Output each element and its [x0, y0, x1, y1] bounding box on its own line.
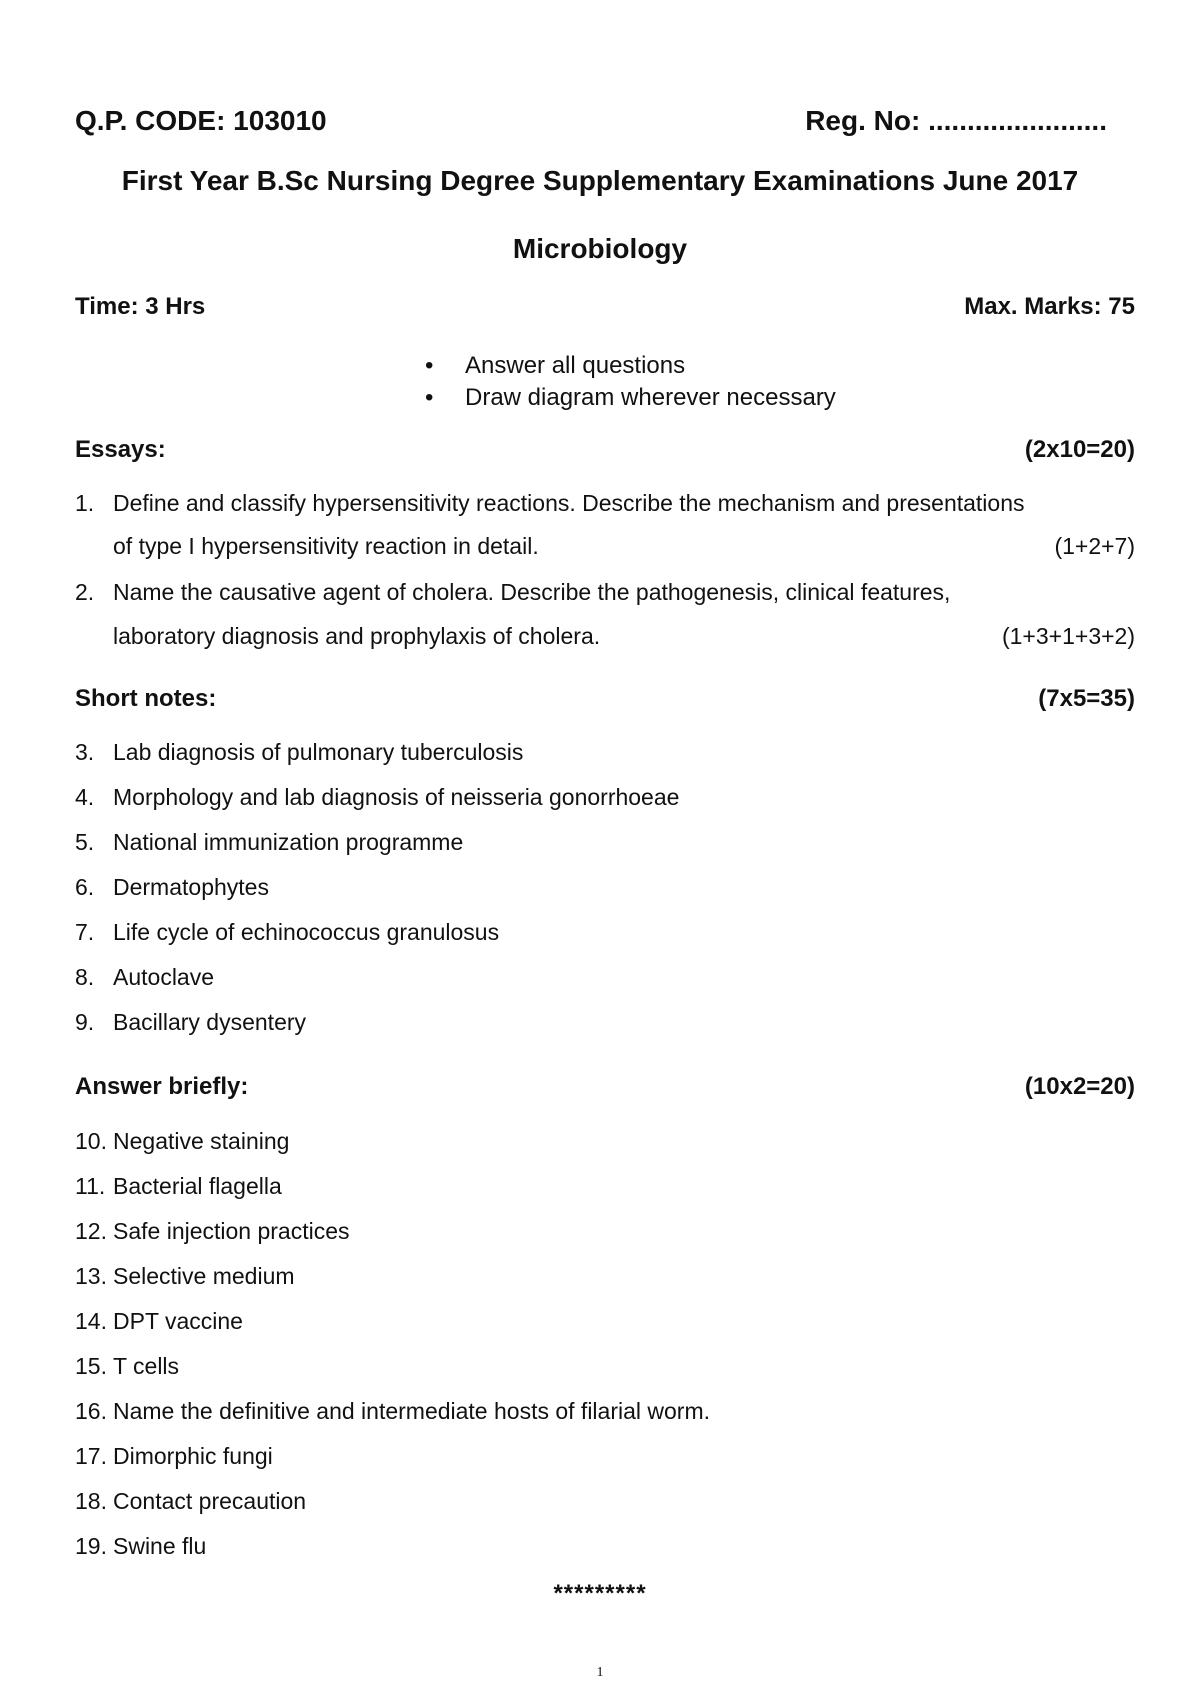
short-notes-marks: (7x5=35)	[1038, 685, 1135, 712]
question-8	[75, 963, 214, 991]
question-18	[75, 1487, 306, 1515]
time-marks-row	[75, 293, 1135, 321]
question-2-continued	[113, 622, 1135, 650]
question-number: 18.	[75, 1488, 107, 1514]
question-10	[75, 1127, 289, 1155]
reg-no: Reg. No: .......................	[805, 105, 1107, 136]
question-number: 8.	[75, 964, 95, 990]
question-text: Negative staining	[113, 1128, 290, 1154]
end-of-paper-mark: *********	[553, 1580, 647, 1607]
question-number: 3.	[75, 739, 95, 765]
question-text: of type I hypersensitivity reaction in detail.	[113, 533, 539, 559]
instruction-item: • Answer all questions	[425, 350, 836, 382]
question-number: 5.	[75, 829, 95, 855]
question-12	[75, 1217, 350, 1245]
max-marks: Max. Marks: 75	[964, 293, 1135, 320]
question-text: Selective medium	[113, 1263, 295, 1289]
question-17	[75, 1442, 273, 1470]
question-text: Name the causative agent of cholera. Describe the pathogenesis, clinical features,	[113, 579, 951, 605]
question-number: 10.	[75, 1128, 107, 1154]
essays-marks: (2x10=20)	[1024, 436, 1135, 463]
question-number: 12.	[75, 1218, 107, 1244]
question-7	[75, 918, 499, 946]
question-text: Safe injection practices	[113, 1218, 350, 1244]
question-text: Dimorphic fungi	[113, 1443, 273, 1469]
question-number: 14.	[75, 1308, 107, 1334]
instruction-item: • Draw diagram wherever necessary	[425, 382, 836, 414]
question-text: T cells	[113, 1353, 180, 1379]
question-number: 15.	[75, 1353, 107, 1379]
answer-briefly-marks: (10x2=20)	[1024, 1073, 1135, 1100]
qp-code: Q.P. CODE: 103010	[75, 105, 327, 136]
question-number: 19.	[75, 1533, 107, 1559]
short-notes-heading-row	[75, 685, 1135, 713]
question-number: 7.	[75, 919, 95, 945]
question-4	[75, 783, 679, 811]
question-text: Contact precaution	[113, 1488, 307, 1514]
question-text: Lab diagnosis of pulmonary tuberculosis	[113, 739, 524, 765]
question-3	[75, 738, 523, 766]
question-number: 1.	[75, 490, 95, 516]
question-1	[75, 489, 1025, 517]
question-text: laboratory diagnosis and prophylaxis of cholera.	[113, 623, 601, 649]
question-1-continued	[113, 532, 1135, 560]
question-text: Life cycle of echinococcus granulosus	[113, 919, 500, 945]
question-text: National immunization programme	[113, 829, 464, 855]
question-6	[75, 873, 269, 901]
question-11	[75, 1172, 282, 1200]
question-number: 9.	[75, 1009, 95, 1035]
question-9	[75, 1008, 306, 1036]
question-number: 17.	[75, 1443, 107, 1469]
short-notes-heading: Short notes:	[75, 685, 217, 712]
time-allowed: Time: 3 Hrs	[75, 293, 206, 320]
essays-heading-row	[75, 436, 1135, 464]
answer-briefly-heading: Answer briefly:	[75, 1073, 249, 1100]
answer-briefly-heading-row	[75, 1073, 1135, 1101]
question-14	[75, 1307, 243, 1335]
mark-split: (1+3+1+3+2)	[1001, 623, 1135, 649]
question-text: Autoclave	[113, 964, 215, 990]
question-text: DPT vaccine	[113, 1308, 243, 1334]
header-row	[75, 105, 1135, 137]
question-number: 4.	[75, 784, 95, 810]
mark-split: (1+2+7)	[1054, 533, 1135, 559]
page-number: 1	[596, 1665, 604, 1680]
question-text: Bacillary dysentery	[113, 1009, 307, 1035]
question-16	[75, 1397, 710, 1425]
question-text: Define and classify hypersensitivity reactions. Describe the mechanism and presentations	[113, 490, 1025, 516]
question-13	[75, 1262, 295, 1290]
question-text: Swine flu	[113, 1533, 207, 1559]
essays-heading: Essays:	[75, 436, 166, 463]
question-number: 2.	[75, 579, 95, 605]
question-number: 11.	[75, 1173, 106, 1199]
question-19	[75, 1532, 206, 1560]
question-15	[75, 1352, 179, 1380]
exam-title: First Year B.Sc Nursing Degree Supplementary Examinations June 2017	[121, 165, 1079, 196]
question-text: Bacterial flagella	[113, 1173, 282, 1199]
question-5	[75, 828, 463, 856]
question-number: 6.	[75, 874, 95, 900]
question-number: 16.	[75, 1398, 107, 1424]
question-number: 13.	[75, 1263, 107, 1289]
question-text: Dermatophytes	[113, 874, 269, 900]
question-text: Name the definitive and intermediate hosts of filarial worm.	[113, 1398, 711, 1424]
instructions-list	[425, 350, 836, 414]
subject-title: Microbiology	[512, 233, 688, 264]
question-2	[75, 578, 950, 606]
question-text: Morphology and lab diagnosis of neisseria gonorrhoeae	[113, 784, 680, 810]
